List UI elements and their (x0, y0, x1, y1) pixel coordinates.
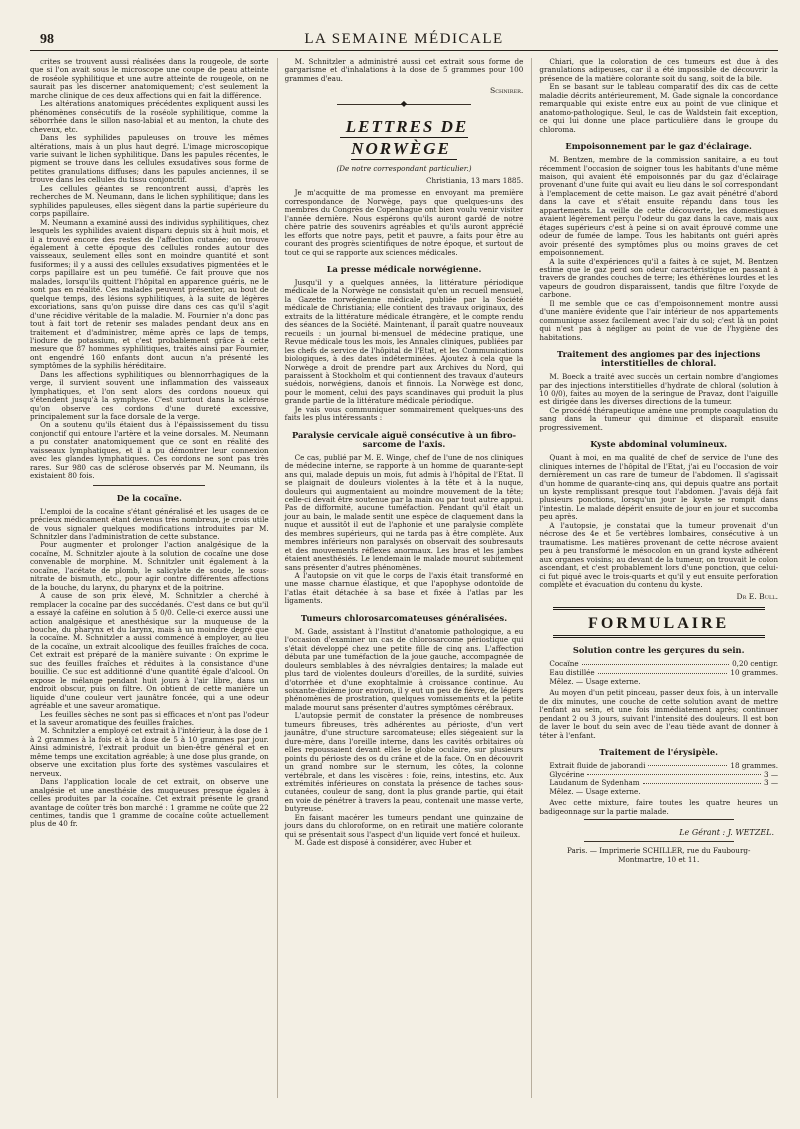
paragraph: Dans l'application locale de cet extrait, on observe une analgésie et une anesthésie des muqueuses presque égales à celles produites par la cocaïne. Cet extrait présente le grand avantage de coûter très bon marché : 1 gramme ne coûte que 22 centimes, tandis que 1 gramme de cocaïne coûte actuellement plus de 40 fr. (30, 777, 269, 829)
paragraph: Au moyen d'un petit pinceau, passer deux fois, à un intervalle de dix minutes, une couche de cette solution avant de mettre l'enfant au sein, et une fois immédiatement après; continuer pendant 2 ou 3 jours, suivant l'intensité des douleurs. Il est bon de laver le bout du sein avec de l'eau tiède avant de donner à téter à l'enfant. (539, 688, 779, 740)
paragraph: L'autopsie permit de constater la présence de nombreuses tumeurs fibreuses, très adhérentes au périoste, d'un vert jaunâtre, d'une structure sarcomateuse; elles siégeaient sur la dure-mère, dans l'oreille interne, dans les cavités orbitaires où elles repoussaient devant elles le globe oculaire, sur plusieurs points du périoste des os du crâne et de la face. On en découvrit un grand nombre sur le sternum, les côtes, la colonne vertébrale, et dans les viscères : foie, reins, intestins, etc. Aux extrémités inférieures on constata la présence de taches sous-cutanées, couleur de sang, dont la plus grande partie, qui était en voie de pénétrer à travers la peau, contenait une masse verte, butyreuse. (284, 711, 524, 814)
paragraph: Je m'acquitte de ma promesse en envoyant ma première correspondance de Norwège, pays que quelques-uns des membres du Congrès de Copenhague ont bien voulu venir visiter l'année dernière. Nous espérons qu'ils auront gardé de notre chère patrie des souvenirs agréables et qu'ils auront apprécié les efforts que notre pays, petit et pauvre, a faits pour être au courant des progrès scientifiques de notre époque, et surtout de tout ce qui se rapporte aux sciences médicales. (284, 188, 524, 257)
journal-title: LA SEMAINE MÉDICALE (304, 31, 504, 47)
section-title-kyste: Kyste abdominal volumineux. (590, 439, 728, 450)
paragraph: crites se trouvent aussi réalisées dans la rougeole, de sorte que si l'on avait sous le microscope une coupe de peau atteinte de roséole syphilitique et une autre atteinte de rougeole, on ne saurait pas les discerner anatomiquement; c'est seulement la marche clinique de ces deux affections qui en fait la différence. (30, 58, 269, 100)
section-divider (93, 485, 205, 486)
section-title-paralysie: Paralysie cervicale aiguë consécutive à un fibro-sarcome de l'axis. (291, 429, 517, 449)
paragraph: L'emploi de la cocaïne s'étant généralisé et les usages de ce précieux médicament étant devenus très nombreux, je crois utile de vous signaler quelques modifications introduites par M. Schnitzler dans l'administration de cette substance. (30, 506, 269, 542)
paragraph: Ce cas, publié par M. E. Winge, chef de l'une de nos cliniques de médecine interne, se rapporte à un homme de quarante-sept ans qui, malade depuis un mois, fut admis à l'hôpital de l'Etat. Il se plaignait de douleurs violentes à la tête et à la nuque, douleurs qui augmentaient au moindre mouvement de la tête; celle-ci devait être soutenue par la main ou par tout autre appui. Pas de difformité, aucune tuméfaction. Pendant qu'il était un jour au bain, le malade sentit une espèce de claquement dans la nuque et aussitôt il eut de l'aphonie et une paralysie complète des membres supérieurs, qui ne tarda pas à être complète. Aux membres inférieurs non paralysés on observait des soubresauts et des mouvements réflexes anormaux. Les bras et les jambes étaient anesthésiés. Le lendemain le malade mourut subitement sans présenter d'autres phénomènes. (284, 452, 524, 572)
printer-imprint: Paris. — Imprimerie SCHILLER, rue du Faubourg- Montmartre, 10 et 11. (566, 846, 751, 865)
paragraph: Les feuilles sèches ne sont pas si efficaces et n'ont pas l'odeur et la saveur aromatique des feuilles fraîches. (30, 709, 269, 727)
paragraph: A cause de son prix élevé, M. Schnitzler a cherché à remplacer la cocaïne par des succédanés. C'est dans ce but qu'il a essayé la caféine en solution à 5 0/0. Celle-ci exerce aussi une action analgésique et anesthésique sur la muqueuse de la bouche, du pharynx et du larynx, mais à un moindre degré que la cocaïne. M. Schnitzler a aussi commencé à employer, au lieu de la cocaïne, un extrait alcoolique des feuilles fraîches de coca. Cet extrait est préparé de la manière suivante : On exprime le suc des feuilles fraîches et réduites à la consistance d'une bouillie. Ce suc est additionné d'une quantité égale d'alcool. On expose le mélange pendant huit jours à l'air libre, dans un endroit obscur, puis on filtre. On obtient de cette manière un liquide d'une couleur vert jaunâtre foncée, qui a une odeur agréable et une saveur aromatique. (30, 591, 269, 711)
paragraph: M. Neumann a examiné aussi des individus syphilitiques, chez lesquels les syphilides avaient disparu depuis six à huit mois, et il a trouvé encore des restes de l'affection cutanée; on trouve également à cette époque des cellules rondes autour des vaisseaux, seulement elles sont en moindre quantité et sont fusiformes; il y a aussi des cellules exsudatives pigmentées et le corps papillaire est un peu tuméfié. Ce fait prouve que nos malades, lorsqu'ils quittent l'hôpital en apparence guéris, ne le sont pas en réalité. Ces malades peuvent présenter, au bout de quelque temps, des lésions syphilitiques, à la suite de légères excoriations, sans qu'on puisse dire dans ces cas qu'il s'agit d'une récidive véritable de la maladie. M. Fournier n'a donc pas tout à fait tort de retenir ses malades pendant deux ans en traitement et d'administrer, même après ce laps de temps, l'iodure de potassium, et c'est probablement grâce à cette mesure que 87 hommes syphilitiques, traités ainsi par Fournier, ont engendré 160 enfants dont aucun n'a présenté les symptômes de la syphilis héréditaire. (30, 217, 269, 371)
recipe-line: Extrait fluide de jaborandi 18 grammes. (549, 760, 779, 770)
paragraph: M. Gade, assistant à l'Institut d'anatomie pathologique, a eu l'occasion d'examiner un cas de chlorosarcome périostique qui s'était développé chez une petite fille de cinq ans. L'affection débuta par une tuméfaction de la joue gauche, accompagnée de douleurs semblables à des névralgies dentaires; la malade eut plus tard de violentes douleurs d'oreilles, de la surdité, suivies d'otorrhée et d'une exophtalmie à croissance continue. Au soixante-dixième jour environ, il y eut un peu de fièvre, de légers phénomènes de prostration, quelques vomissements et la petite malade mourut sans présenter d'autres symptômes cérébraux. (284, 626, 524, 712)
paragraph: En se basant sur le tableau comparatif des dix cas de cette maladie décrits antérieurement, M. Gade signale la concordance remarquable qui existe entre eux au point de vue clinique et anatomo-pathologique. Seul, le cas de Waldstein fait exception, ce qui lui donne une place particulière dans le groupe du chloroma. (539, 82, 779, 134)
recipe-line: Glycérine 3 — (549, 769, 779, 779)
formulaire-heading: FORMULAIRE (553, 607, 765, 638)
paragraph: A l'autopsie, je constatai que la tumeur provenait d'un nécrose des 4e et 5e vertèbres lombaires, consécutive à un traumatisme. Les matières provenant de cette nécrose avaient peu à peu transformé le mésocolon en un grand kyste adhérent aux organes voisins; au devant de la tumeur, on trouvait le colon ascendant, et c'est probablement lors d'une ponction, que celui-ci fut piqué avec le trois-quarts et qu'il y eut ensuite perforation complète et évacuation du contenu du kyste. (539, 520, 779, 590)
paragraph: M. Gade est disposé à considérer, avec Huber et (294, 838, 472, 848)
recipe-gercures (549, 660, 778, 686)
recipe-line: Laudanum de Sydenham 3 — (549, 778, 779, 788)
paragraph: Les altérations anatomiques précédentes expliquent aussi les phénomènes consécutifs de la roséole syphilitique, comme la séborrhée dans le sillon naso-labial et au menton, la chute des cheveux, etc. (30, 99, 269, 134)
signature: Schnirer. (490, 86, 524, 96)
gerant-line: Le Gérant : J. WETZEL. (679, 828, 775, 838)
column-2 (277, 58, 524, 1098)
recipe-line: Mêlez. — Usage externe. (549, 786, 641, 796)
recipe-line: Mêlez. — Usage externe. (549, 676, 641, 686)
ornament-divider (285, 101, 524, 109)
paragraph: M. Schnitzler a employé cet extrait à l'intérieur, à la dose de 1 à 2 grammes à la fois et à la dose de 5 à 10 grammes par jour. Ainsi administré, l'extrait produit un bien-être général et en même temps une excitation agréable; à une dose plus grande, on observe une excitation plus forte des systèmes vasculaires et nerveux. (30, 726, 269, 778)
paragraph: Pour augmenter et prolonger l'action analgésique de la cocaïne, M. Schnitzler ajoute à la solution de cocaïne une dose convenable de morphine. M. Schnitzler unit également à la cocaïne, l'acétate de plomb, le salicylate de soude, le sous-nitrate de bismuth, etc., pour agir contre différentes affections de la bouche, du larynx, du pharynx et de la poitrine. (30, 540, 269, 592)
dateline: Christiania, 13 mars 1885. (426, 176, 524, 186)
section-title-empoisonnement: Empoisonnement par le gaz d'éclairage. (565, 141, 752, 152)
section-title-cocaine: De la cocaïne. (116, 492, 182, 503)
paragraph: On a soutenu qu'ils étaient dus à l'épaississement du tissu conjonctif qui entoure l'artère et la veine dorsales. M. Neumann a pu constater anatomiquement que ce sont en réalité des vaisseaux lymphatiques, et il a pu démontrer leur connexion avec les glandes lymphatiques. Ces cordons ne sont pas très rares. Sur 980 cas de sclérose observés par M. Neumann, ils existaient 80 fois. (30, 420, 269, 481)
section-title-erysipele: Traitement de l'érysipèle. (599, 746, 719, 757)
paragraph: Dans les syphilides papuleuses on trouve les mêmes altérations, mais à un plus haut degré. L'image microscopique varie suivant le lichen syphilitique. Dans les papules récentes, le pigment se trouve dans les cellules exsudatives sous forme de petites granulations diffuses; dans les papules anciennes, il se trouve dans les cellules du tissu conjonctif. (30, 133, 269, 185)
paragraph: Avec cette mixture, faire toutes les quatre heures un badigeonnage sur la partie malade. (539, 798, 779, 816)
recipe-line: Cocaïne 0,20 centigr. (549, 659, 779, 669)
letters-title: LETTRES DE NORWÈGE (285, 116, 524, 160)
column-1 (30, 58, 269, 1098)
section-title-presse: La presse médicale norwégienne. (326, 263, 482, 274)
paragraph: M. Schnitzler a administré aussi cet extrait sous forme de gargarisme et d'inhalations à la dose de 5 grammes pour 100 grammes d'eau. (284, 58, 524, 83)
paragraph: A l'autopsie on vit que le corps de l'axis était transformé en une masse charnue élastique, et que l'apophyse odontoïde de l'atlas était détachée à sa base et fixée à l'atlas par les ligaments. (284, 571, 524, 606)
paragraph: En faisant macérer les tumeurs pendant une quinzaine de jours dans du chloroforme, on en retirait une matière colorante qui se présentait sous l'aspect d'un liquide vert foncé et huileux. (284, 812, 524, 839)
paragraph: A la suite d'expériences qu'il a faites à ce sujet, M. Bentzen estime que le gaz perd son odeur caractéristique en passant à travers de grandes couches de terre; les éthérènes lourdes et les vapeurs de goudron disparaissent, tandis que filtre l'oxyde de carbone. (539, 256, 779, 300)
signature: Dr E. Bull. (736, 592, 779, 602)
section-title-gercures: Solution contre les gerçures du sein. (572, 645, 745, 656)
paragraph: Chiari, que la coloration de ces tumeurs est due à des granulations adipeuses, car il a été impossible de découvrir la présence de la matière colorante soit du sang, soit de la bile. (539, 58, 779, 83)
footer-divider (584, 819, 734, 820)
column-3 (531, 58, 778, 1098)
recipe-erysipele (549, 762, 778, 796)
running-header (30, 30, 778, 51)
paragraph: Je vais vous communiquer sommairement quelques-uns des faits les plus intéressants : (284, 404, 524, 423)
section-title-angiomes: Traitement des angiomes par des injections interstitielles de chloral. (557, 349, 761, 369)
paragraph: M. Bentzen, membre de la commission sanitaire, a eu tout récemment l'occasion de soigner tous les habitants d'une même maison, qui avaient été empoisonnés par du gaz d'éclairage provenant d'une fuite qui avait eu lieu dans le sol correspondant à l'emplacement de cette maison. Le gaz avait pénétré d'abord dans la cave et s'était ensuite répandu dans tous les appartements. La veille de cette découverte, les domestiques avaient légèrement perçu l'odeur du gaz dans la cave, mais aux étages supérieurs c'est à peine si on avait éprouvé comme une odeur de fumée de lampe. Tous les habitants ont guéri après avoir présenté des symptômes plus ou moins graves de cet empoisonnement. (539, 155, 779, 258)
article-columns (30, 58, 778, 1098)
footer-divider (584, 841, 734, 842)
section-title-tumeurs: Tumeurs chlorosarcomateuses généralisées. (300, 612, 508, 623)
paragraph: Quant à moi, en ma qualité de chef de service de l'une des cliniques internes de l'hôpital de l'Etat, j'ai eu l'occasion de voir dernièrement un cas rare de tumeur de l'abdomen. Il s'agissait d'un homme de quarante-cinq ans, qui depuis quatre ans portait un kyste remplissant presque tout l'abdomen. J'avais déjà fait plusieurs ponctions, lorsqu'un jour le kyste se rompit dans l'intestin. Le malade dépérit ensuite de jour en jour et succomba peu après. (539, 453, 779, 522)
paragraph: Dans les affections syphilitiques ou blennorrhagiques de la verge, il survient souvent une inflammation des vaisseaux lymphatiques, et l'on sent alors des cordons noueux qui s'étendent jusqu'à la symphyse. C'est surtout dans la sclérose qu'on observe ces cordons d'une dureté excessive, principalement sur la face dorsale de la verge. (30, 369, 269, 422)
paragraph: Jusqu'il y a quelques années, la littérature périodique médicale de la Norwège ne consistait qu'en un recueil mensuel, la Gazette norwégienne médicale, publiée par la Société médicale de Christiania; elle contient des travaux originaux, des extraits de la littérature médicale étrangère, et le compte rendu des séances de la Société. Maintenant, il paraît quatre nouveaux recueils : un journal bi-mensuel de médecine pratique, une Revue médicale tous les mois, les Annales cliniques, publiées par les chefs de service de l'hôpital de l'Etat, et les Communications biologiques, à des dates indéterminées. Ajoutez à cela que la Norwège a droit de prendre part aux Archives du Nord, qui paraissent à Stockholm et qui contiennent des travaux d'auteurs suédois, norwégiens, danois et finnois. La Norwège est donc, pour le moment, celui des pays scandinaves qui produit la plus grande partie de la littérature médicale périodique. (284, 277, 524, 406)
paragraph: M. Boeck a traité avec succès un certain nombre d'angiomes par des injections interstitielles d'hydrate de chloral (solution à 10 0/0), faites au moyen de la seringue de Pravaz, dont l'aiguille est dirigée dans les diverses directions de la tumeur. (539, 372, 779, 407)
recipe-line: Eau distillée 10 grammes. (549, 668, 779, 678)
page-number: 98 (40, 32, 54, 47)
paragraph: Ce procédé thérapeutique amène une prompte coagulation du sang dans la tumeur qui diminue et disparaît ensuite progressivement. (539, 405, 779, 432)
paragraph: Il me semble que ce cas d'empoisonnement montre aussi d'une manière évidente que l'air intérieur de nos appartements communique assez facilement avec l'air du sol; c'est là un point qui n'est pas à négliger au point de vue de l'hygiène des habitations. (539, 298, 779, 342)
letters-subtitle: (De notre correspondant particulier.) (336, 164, 472, 174)
paragraph: Les cellules géantes se rencontrent aussi, d'après les recherches de M. Neumann, dans le lichen syphilitique; dans les syphilides papuleuses, elles siègent dans la partie supérieure du corps papillaire. (30, 183, 269, 219)
